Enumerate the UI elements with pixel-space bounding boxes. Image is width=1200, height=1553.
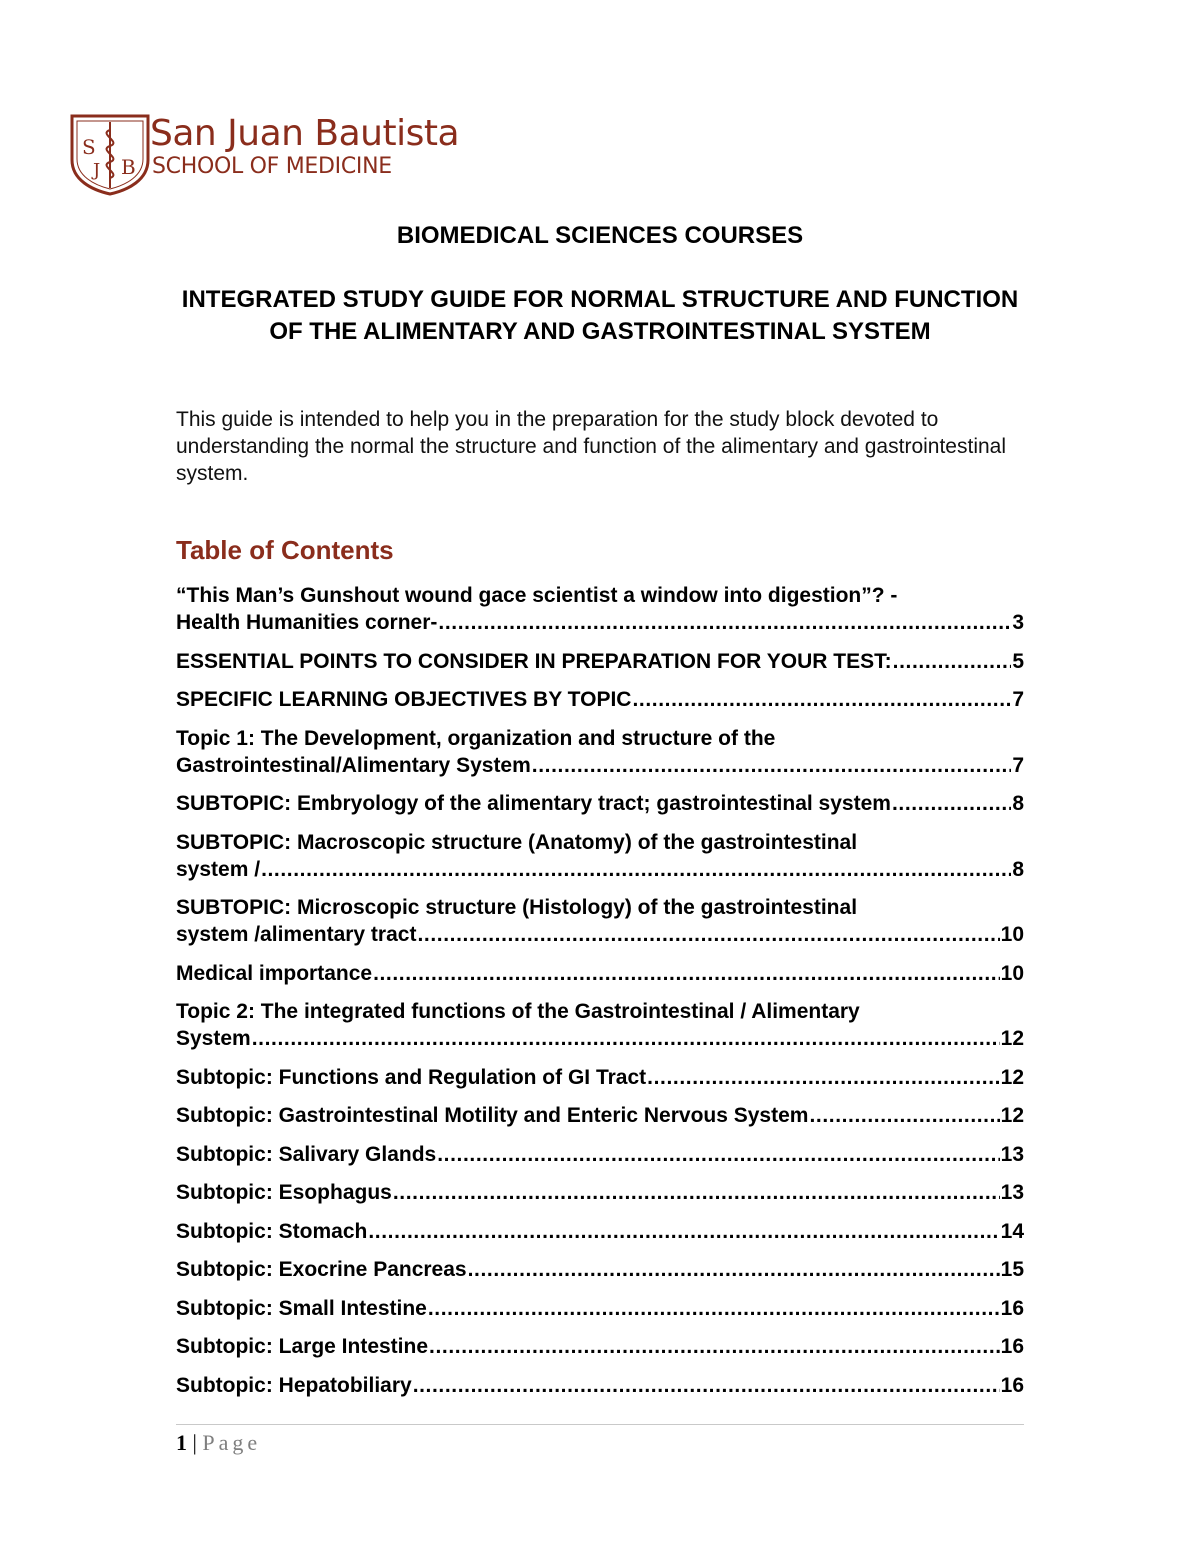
toc-page-number: 5 <box>1012 649 1024 673</box>
toc-entry[interactable] <box>176 1102 1024 1129</box>
toc-entry[interactable] <box>176 829 1024 883</box>
toc-page-number: 12 <box>1000 1027 1024 1050</box>
toc-entry-line <box>176 1256 1024 1283</box>
toc-entry-line <box>176 1064 1024 1091</box>
toc-entry-label: ESSENTIAL POINTS TO CONSIDER IN PREPARATION FOR YOUR TEST: <box>176 649 892 673</box>
toc-entry-line <box>176 1179 1024 1206</box>
toc-entry-line <box>176 648 1024 675</box>
toc-entry-label: Medical importance <box>176 961 373 985</box>
toc-entry-line <box>176 1102 1024 1129</box>
toc-entry-label: Subtopic: Salivary Glands <box>176 1142 437 1166</box>
toc-entry[interactable] <box>176 1064 1024 1091</box>
toc-page-number: 8 <box>1012 792 1024 815</box>
toc-page-number: 3 <box>1012 611 1024 634</box>
intro-paragraph: This guide is intended to help you in the preparation for the study block devoted to understanding the normal the structure and function of the alimentary and gastrointestinal system. <box>176 408 1007 485</box>
toc-entry[interactable] <box>176 998 1024 1052</box>
toc-entry-label: Subtopic: Small Intestine <box>176 1296 427 1320</box>
toc-entry-label: Subtopic: Hepatobiliary <box>176 1373 412 1397</box>
toc-entry-line <box>176 1372 1024 1399</box>
toc-entry-label: Health Humanities corner- <box>176 611 438 634</box>
toc-entry-line <box>176 752 1024 779</box>
toc-dot-leader <box>438 609 1011 636</box>
toc-page-number: 10 <box>1000 923 1024 946</box>
toc-entry[interactable] <box>176 725 1024 779</box>
school-logo <box>68 112 488 198</box>
toc-dot-leader <box>252 1025 1000 1052</box>
toc-dot-leader <box>429 1333 1000 1360</box>
toc-entry[interactable] <box>176 1333 1024 1360</box>
toc-dot-leader <box>393 1179 1000 1206</box>
toc-page-number: 7 <box>1012 688 1024 711</box>
toc-entry-line <box>176 1333 1024 1360</box>
toc-page-number: 13 <box>1000 1142 1024 1166</box>
toc-entry-label: Subtopic: Stomach <box>176 1219 368 1243</box>
toc-entry-label: system / <box>176 857 261 881</box>
toc-entry-line <box>176 921 1024 948</box>
toc-entry-first-line: SUBTOPIC: Macroscopic structure (Anatomy) of the gastrointestinal <box>176 830 858 854</box>
toc-entry-line <box>176 1025 1024 1052</box>
svg-text:J: J <box>93 160 101 181</box>
school-subtitle: SCHOOL OF MEDICINE <box>152 154 392 179</box>
toc-entry-line <box>176 609 1024 636</box>
toc-entry-label: Subtopic: Gastrointestinal Motility and Enteric Nervous System <box>176 1104 809 1127</box>
toc-dot-leader <box>632 686 1011 713</box>
toc-entry-line <box>176 1141 1024 1168</box>
toc-entry[interactable] <box>176 1372 1024 1399</box>
toc-entry[interactable] <box>176 894 1024 948</box>
toc-page-number: 7 <box>1012 753 1024 777</box>
toc-dot-leader <box>647 1064 999 1091</box>
toc-entry-line <box>176 686 1024 713</box>
toc-entry[interactable] <box>176 648 1024 675</box>
toc-entry-line <box>176 790 1024 817</box>
toc-page-number: 16 <box>1000 1373 1024 1397</box>
toc-entry[interactable] <box>176 1179 1024 1206</box>
toc-dot-leader <box>428 1295 1000 1322</box>
toc-entry-line <box>176 960 1024 987</box>
toc-entry-label: system /alimentary tract <box>176 923 417 946</box>
toc-dot-leader <box>809 1102 999 1129</box>
toc-entry[interactable] <box>176 1295 1024 1322</box>
toc-dot-leader <box>417 921 999 948</box>
toc-entry[interactable] <box>176 686 1024 713</box>
toc-entry-label: Subtopic: Exocrine Pancreas <box>176 1258 467 1281</box>
toc-entry[interactable] <box>176 1141 1024 1168</box>
toc-title: Table of Contents <box>176 535 394 565</box>
toc-page-number: 8 <box>1012 857 1024 881</box>
toc-dot-leader <box>893 648 1012 675</box>
toc-entry-label: System <box>176 1027 251 1050</box>
toc-dot-leader <box>368 1218 999 1245</box>
footer-separator: | <box>192 1430 197 1455</box>
toc-entry[interactable] <box>176 582 1024 636</box>
toc-dot-leader <box>373 960 1000 987</box>
toc-dot-leader <box>468 1256 1000 1283</box>
toc-entry-first-line: SUBTOPIC: Microscopic structure (Histology) of the gastrointestinal <box>176 896 858 919</box>
toc-entry[interactable] <box>176 790 1024 817</box>
school-name: San Juan Bautista <box>150 113 460 154</box>
toc-dot-leader <box>413 1372 1000 1399</box>
school-crest-icon <box>68 112 152 196</box>
toc-entry-label: Subtopic: Functions and Regulation of GI Tract <box>176 1065 647 1089</box>
toc-entry-label: SPECIFIC LEARNING OBJECTIVES BY TOPIC <box>176 688 632 711</box>
toc-entry-label: SUBTOPIC: Embryology of the alimentary tract; gastrointestinal system <box>176 792 891 815</box>
toc-page-number: 14 <box>1000 1219 1024 1243</box>
toc-dot-leader <box>261 856 1011 883</box>
toc-page-number: 13 <box>1000 1181 1024 1204</box>
toc-entry[interactable] <box>176 1256 1024 1283</box>
table-of-contents <box>176 582 1024 1410</box>
svg-text:S: S <box>82 135 96 159</box>
toc-entry-line <box>176 856 1024 883</box>
toc-dot-leader <box>532 752 1012 779</box>
toc-entry-line <box>176 1295 1024 1322</box>
toc-entry-label: Gastrointestinal/Alimentary System <box>176 753 531 777</box>
toc-entry-line <box>176 1218 1024 1245</box>
toc-page-number: 12 <box>1000 1065 1024 1089</box>
toc-dot-leader <box>892 790 1011 817</box>
toc-dot-leader <box>437 1141 999 1168</box>
toc-page-number: 16 <box>1000 1296 1024 1320</box>
toc-page-number: 15 <box>1000 1258 1024 1281</box>
study-guide-title: INTEGRATED STUDY GUIDE FOR NORMAL STRUCTURE AND FUNCTION OF THE ALIMENTARY AND GASTROINTESTINAL SYSTEM <box>181 286 1019 345</box>
toc-entry[interactable] <box>176 1218 1024 1245</box>
courses-heading: BIOMEDICAL SCIENCES COURSES <box>396 222 804 249</box>
toc-page-number: 10 <box>1000 961 1024 985</box>
footer-divider <box>176 1424 1024 1425</box>
toc-page-number: 12 <box>1000 1104 1024 1127</box>
toc-page-number: 16 <box>1000 1335 1024 1358</box>
page-footer <box>176 1430 261 1456</box>
svg-text:B: B <box>121 155 136 179</box>
footer-page-word: Page <box>202 1430 262 1455</box>
toc-entry-first-line: Topic 1: The Development, organization and structure of the <box>176 726 776 750</box>
toc-entry-first-line: “This Man’s Gunshout wound gace scientist a window into digestion”? - <box>176 584 898 607</box>
footer-page-number: 1 <box>176 1430 187 1455</box>
toc-entry[interactable] <box>176 960 1024 987</box>
toc-entry-first-line: Topic 2: The integrated functions of the Gastrointestinal / Alimentary <box>176 1000 860 1023</box>
toc-entry-label: Subtopic: Large Intestine <box>176 1335 429 1358</box>
toc-entry-label: Subtopic: Esophagus <box>176 1181 392 1204</box>
